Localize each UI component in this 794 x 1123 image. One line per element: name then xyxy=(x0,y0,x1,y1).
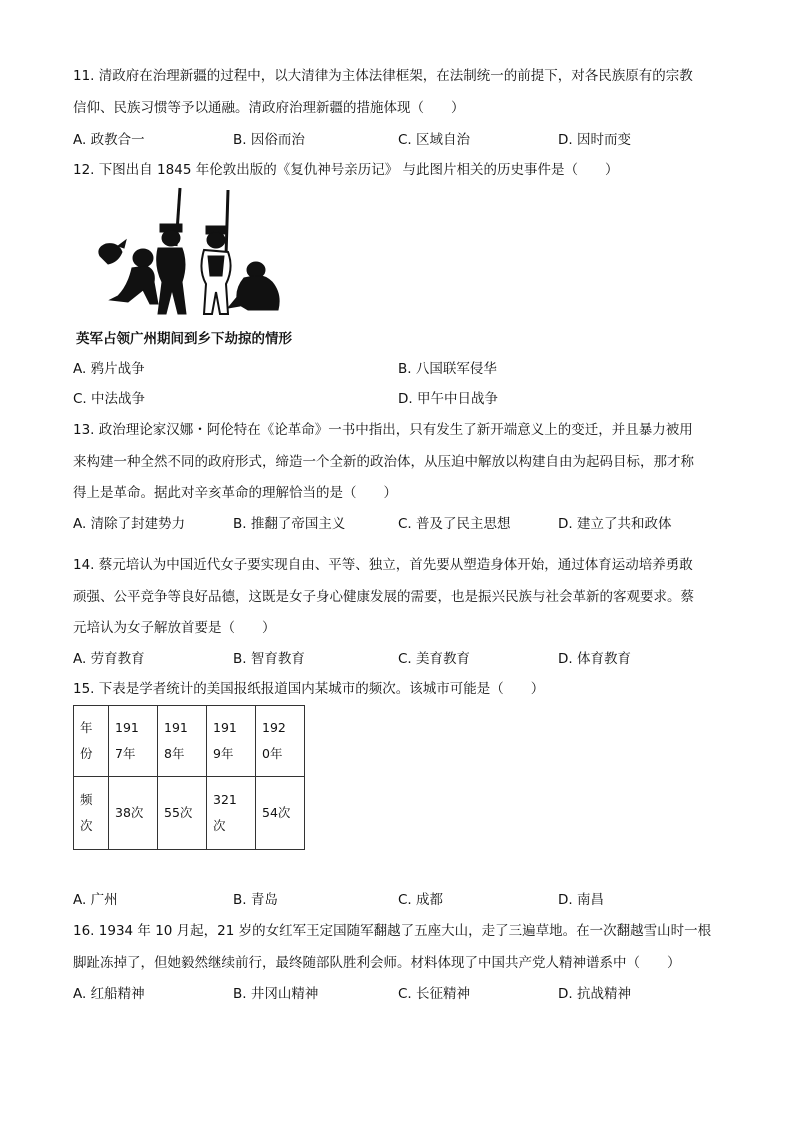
q16-option-d: D. 抗战精神 xyxy=(558,986,631,1002)
q11-option-b: B. 因俗而治 xyxy=(233,132,305,148)
q11-stem-line2: 信仰、民族习惯等予以通融。清政府治理新疆的措施体现（ ） xyxy=(73,100,465,116)
table-header-cell: 1920年 xyxy=(262,720,286,761)
figure-caption: 英军占领广州期间到乡下劫掠的情形 xyxy=(76,331,292,347)
frequency-table xyxy=(73,705,305,850)
q11-option-d: D. 因时而变 xyxy=(558,132,631,148)
q14-stem-line3: 元培认为女子解放首要是（ ） xyxy=(73,620,276,636)
q13-option-d: D. 建立了共和政体 xyxy=(558,516,672,532)
q16-stem-line2: 脚趾冻掉了，但她毅然继续前行，最终随部队胜利会师。材料体现了中国共产党人精神谱系中（ ） xyxy=(73,955,681,971)
table-cell: 38次 xyxy=(115,805,144,820)
q15-stem-line1: 15. 下表是学者统计的美国报纸报道国内某城市的频次。该城市可能是（ ） xyxy=(73,681,545,697)
q13-option-a: A. 清除了封建势力 xyxy=(73,516,186,532)
table-header-cell: 1918年 xyxy=(164,720,188,761)
q11-option-c: C. 区域自治 xyxy=(398,132,471,148)
q14-option-a: A. 劳育教育 xyxy=(73,651,145,667)
q14-option-b: B. 智育教育 xyxy=(233,651,305,667)
table-header-cell: 1917年 xyxy=(115,720,139,761)
table-cell: 频次 xyxy=(80,792,93,833)
table-header-cell: 1919年 xyxy=(213,720,237,761)
q15-option-c: C. 成都 xyxy=(398,892,444,908)
q13-stem-line2: 来构建一种全然不同的政府形式，缔造一个全新的政治体，从压迫中解放以构建自由为起码目标，那才称 xyxy=(73,454,694,470)
q13-stem-line3: 得上是革命。据此对辛亥革命的理解恰当的是（ ） xyxy=(73,485,397,501)
q12-option-c: C. 中法战争 xyxy=(73,391,146,407)
q14-option-d: D. 体育教育 xyxy=(558,651,631,667)
table-header-cell: 年份 xyxy=(80,720,93,761)
table-cell: 321次 xyxy=(213,792,237,833)
historical-illustration xyxy=(88,186,288,324)
q13-stem-line1: 13. 政治理论家汉娜・阿伦特在《论革命》一书中指出，只有发生了新开端意义上的变迁，并且暴力被用 xyxy=(73,422,693,438)
q16-option-b: B. 井冈山精神 xyxy=(233,986,319,1002)
q14-stem-line2: 顽强、公平竞争等良好品德，这既是女子身心健康发展的需要，也是振兴民族与社会革新的客观要求。蔡 xyxy=(73,589,694,605)
table-cell: 55次 xyxy=(164,805,193,820)
table-row xyxy=(74,777,305,850)
q13-option-b: B. 推翻了帝国主义 xyxy=(233,516,346,532)
q15-option-a: A. 广州 xyxy=(73,892,118,908)
q14-stem-line1: 14. 蔡元培认为中国近代女子要实现自由、平等、独立，首先要从塑造身体开始，通过体育运动培养勇敢 xyxy=(73,557,693,573)
q12-option-a: A. 鸦片战争 xyxy=(73,361,145,377)
q11-stem-line1: 11. 清政府在治理新疆的过程中，以大清律为主体法律框架，在法制统一的前提下，对各民族原有的宗教 xyxy=(73,68,693,84)
q13-option-c: C. 普及了民主思想 xyxy=(398,516,511,532)
q12-stem-line1: 12. 下图出自 1845 年伦敦出版的《复仇神号亲历记》 与此图片相关的历史事件是（ ） xyxy=(73,162,619,178)
table-cell: 54次 xyxy=(262,805,291,820)
q14-option-c: C. 美育教育 xyxy=(398,651,471,667)
table-row xyxy=(74,706,305,777)
q15-option-d: D. 南昌 xyxy=(558,892,604,908)
q12-option-b: B. 八国联军侵华 xyxy=(398,361,497,377)
q11-option-a: A. 政教合一 xyxy=(73,132,145,148)
q16-option-a: A. 红船精神 xyxy=(73,986,145,1002)
q15-option-b: B. 青岛 xyxy=(233,892,278,908)
q16-stem-line1: 16. 1934 年 10 月起，21 岁的女红军王定国随军翻越了五座大山，走了三遍草地。在一次翻越雪山时一根 xyxy=(73,923,712,939)
q12-option-d: D. 甲午中日战争 xyxy=(398,391,498,407)
q16-option-c: C. 长征精神 xyxy=(398,986,471,1002)
